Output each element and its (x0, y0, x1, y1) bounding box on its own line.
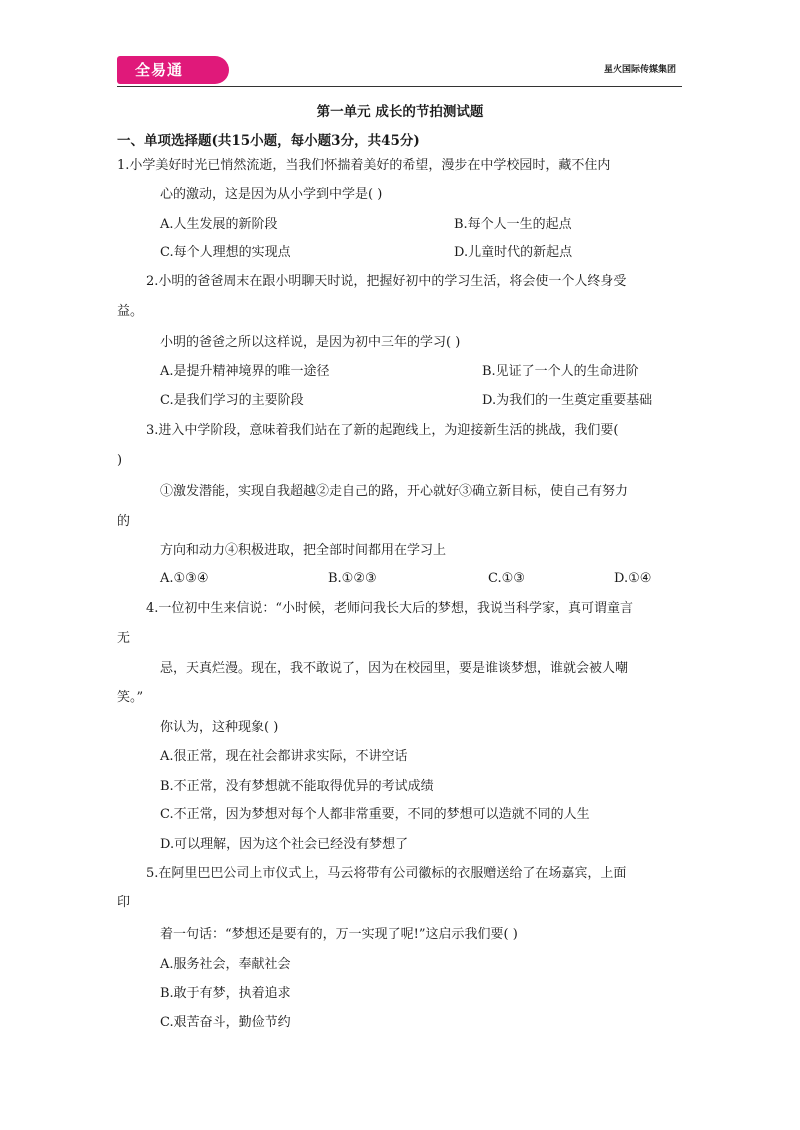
q3-option-c: C.①③ (488, 571, 525, 586)
q3-option-d: D.①④ (614, 571, 652, 586)
q2-stem-line2: 益。 (117, 304, 144, 319)
q5-option-c: C.艰苦奋斗，勤俭节约 (160, 1015, 291, 1030)
q4-option-d: D.可以理解，因为这个社会已经没有梦想了 (160, 837, 409, 852)
q1-option-d: D.儿童时代的新起点 (454, 245, 573, 260)
q4-stem-line4: 笑。” (117, 690, 144, 705)
q1-option-a: A.人生发展的新阶段 (160, 217, 278, 232)
q3-stem-line5: 方向和动力④积极进取，把全部时间都用在学习上 (160, 543, 447, 558)
q5-stem-line2: 印 (117, 895, 131, 910)
q3-option-a: A.①③④ (160, 571, 209, 586)
q4-option-a: A.很正常，现在社会都讲求实际，不讲空话 (160, 749, 408, 764)
q2-stem-line3: 小明的爸爸之所以这样说，是因为初中三年的学习( ) (160, 335, 461, 350)
q3-option-b: B.①②③ (328, 571, 377, 586)
q4-option-c: C.不正常，因为梦想对每个人都非常重要，不同的梦想可以造就不同的人生 (160, 807, 590, 822)
q4-stem-line5: 你认为，这种现象( ) (160, 720, 279, 735)
q2-stem-line1: 2.小明的爸爸周末在跟小明聊天时说，把握好初中的学习生活，将会使一个人终身受 (146, 274, 627, 289)
section-heading: 一、单项选择题(共15小题，每小题3分，共45分) (117, 133, 420, 149)
q1-option-c: C.每个人理想的实现点 (160, 245, 291, 260)
q2-option-b: B.见证了一个人的生命进阶 (482, 364, 639, 379)
q3-stem-line2: ) (117, 453, 123, 468)
q2-option-a: A.是提升精神境界的唯一途径 (160, 364, 330, 379)
publisher-brand: 星火国际传媒集团 (603, 65, 676, 75)
page-header (117, 56, 682, 88)
q1-stem-line1: 1.小学美好时光已悄然流逝，当我们怀揣着美好的希望，漫步在中学校园时，藏不住内 (117, 158, 611, 173)
q2-option-c: C.是我们学习的主要阶段 (160, 393, 304, 408)
q3-stem-line4: 的 (117, 514, 131, 529)
q2-option-d: D.为我们的一生奠定重要基础 (482, 393, 653, 408)
q4-stem-line2: 无 (117, 631, 131, 646)
publisher-logo: 全易通 (117, 56, 229, 84)
q5-stem-line3: 着一句话：“梦想还是要有的，万一实现了呢!”这启示我们要( ) (160, 927, 518, 942)
q4-stem-line1: 4.一位初中生来信说：“小时候，老师问我长大后的梦想，我说当科学家，真可谓童言 (146, 601, 634, 616)
q4-stem-line3: 忌，天真烂漫。现在，我不敢说了，因为在校园里，要是谁谈梦想，谁就会被人嘲 (160, 661, 629, 676)
q3-stem-line3: ①激发潜能，实现自我超越②走自己的路，开心就好③确立新目标，使自己有努力 (160, 484, 629, 499)
q3-stem-line1: 3.进入中学阶段，意味着我们站在了新的起跑线上，为迎接新生活的挑战，我们要( (146, 423, 619, 438)
q1-option-b: B.每个人一生的起点 (454, 217, 572, 232)
header-divider (117, 86, 682, 87)
q5-stem-line1: 5.在阿里巴巴公司上市仪式上，马云将带有公司徽标的衣服赠送给了在场嘉宾，上面 (146, 866, 627, 881)
q5-option-a: A.服务社会，奉献社会 (160, 957, 291, 972)
q4-option-b: B.不正常，没有梦想就不能取得优异的考试成绩 (160, 779, 434, 794)
q5-option-b: B.敢于有梦，执着追求 (160, 986, 291, 1001)
page-title: 第一单元 成长的节拍测试题 (316, 104, 484, 120)
q1-stem-line2: 心的激动，这是因为从小学到中学是( ) (160, 187, 383, 202)
